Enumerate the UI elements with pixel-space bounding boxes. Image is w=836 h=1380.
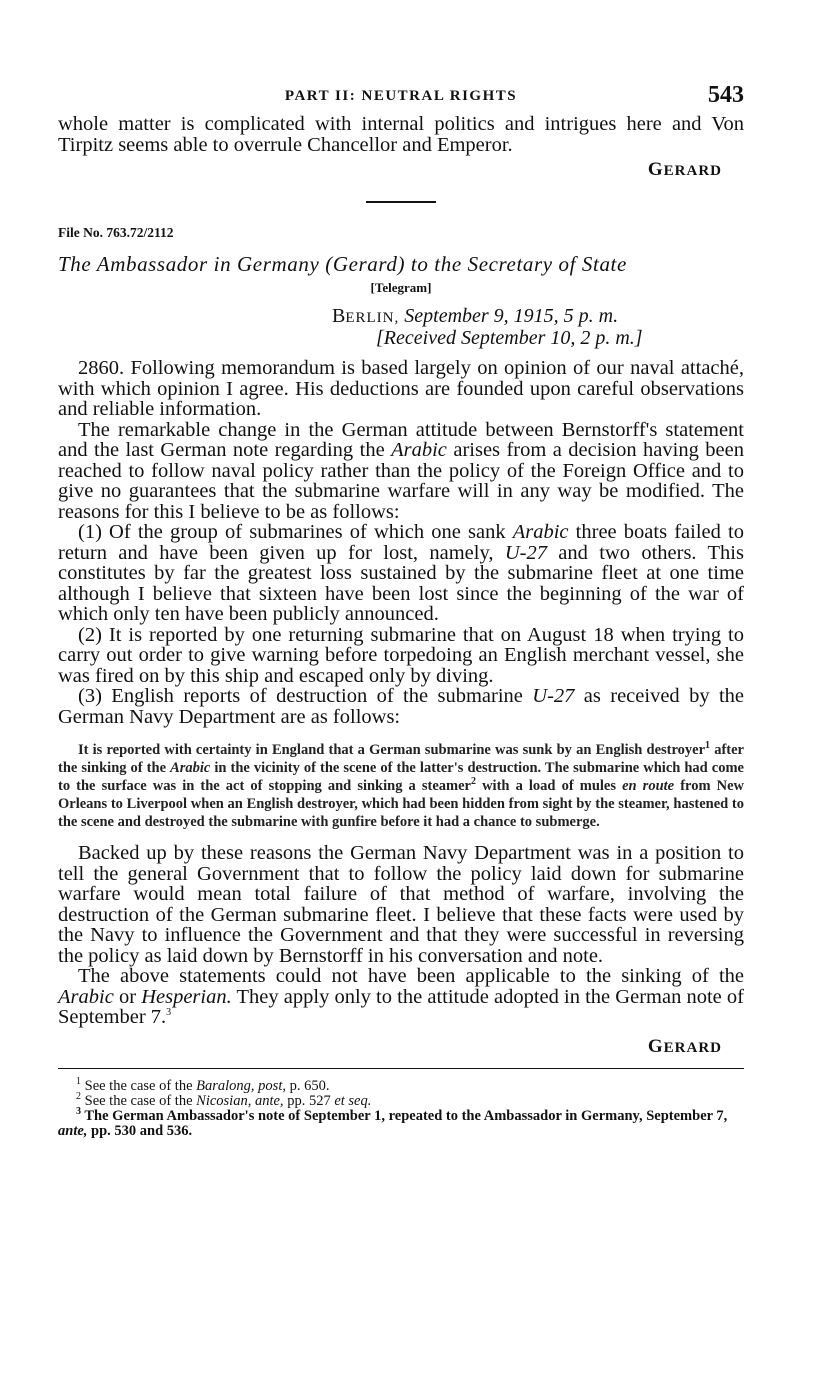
- quote-text-d: in the vicinity of the scene of the latter's destruction. The submarine which had come to the surface was in the act of stopping and sinking a steamer: [58, 760, 744, 794]
- footnote-1: [58, 1075, 744, 1094]
- document-page: [58, 80, 744, 1139]
- footnote-ref-3: 3: [166, 1007, 172, 1019]
- paragraph-2: [58, 420, 744, 523]
- quote-text-g: from New Orleans to Liverpool when an English destroyer, which had been hidden from sight by the steamer, hastened to the scene and destroyed the submarine with gunfire before it had a chance to submerge.: [58, 778, 744, 830]
- quote-ship-name: Arabic: [170, 760, 211, 776]
- p2-text-a: The remarkable change in the German attitude between Bernstorff's statement and the last German note regarding the: [58, 418, 744, 461]
- footnote-2-text-c: pp. 527: [283, 1092, 335, 1109]
- section-divider: [366, 201, 436, 203]
- p7-ship-hesperian: Hesperian.: [141, 985, 232, 1008]
- document-type: [Telegram]: [370, 280, 432, 295]
- footnote-2-text-a: See the case of the: [81, 1092, 197, 1109]
- footnote-1-ref: Baralong, post,: [196, 1077, 286, 1094]
- place-initial: B: [332, 305, 346, 327]
- opening-paragraph: whole matter is complicated with internal politics and intrigues here and Von Tirpitz seems able to overrule Chancellor and Emperor.: [58, 113, 744, 156]
- footnote-2: [58, 1090, 744, 1109]
- file-number: File No. 763.72/2112: [58, 225, 174, 240]
- closing-signature: [58, 1036, 722, 1058]
- paragraph-4: (2) It is reported by one returning submarine that on August 18 when trying to carry out order to give warning before torpedoing an English merchant vessel, she was fired on by this ship and escaped only by diving.: [58, 623, 744, 687]
- closing-signature-initial: G: [647, 1035, 664, 1057]
- p3-text-c: three boats failed to return and have been given up for lost, namely,: [58, 521, 744, 564]
- paragraph-5: [58, 686, 744, 727]
- paragraph-1: 2860. Following memorandum is based largely on opinion of our naval attaché, with which opinion I agree. His deductions are founded upon careful observations and reliable information.: [58, 357, 744, 420]
- footnote-1-text-a: See the case of the: [81, 1077, 197, 1094]
- footnote-3-ref: ante,: [58, 1122, 88, 1139]
- p3-text-a: (1) Of the group of submarines of which one sank: [78, 521, 513, 543]
- opening-signature-rest: ERARD: [663, 163, 722, 179]
- footnote-2-et-seq: et seq.: [334, 1092, 372, 1109]
- footnote-ref-2: 2: [471, 776, 476, 788]
- running-head: [58, 80, 744, 114]
- page-number: 543: [708, 82, 744, 108]
- quote-text-e: with a load of mules: [476, 778, 623, 794]
- quote-text-a: It is reported with certainty in England that a German submarine was sunk by an English destroyer: [78, 742, 706, 758]
- running-head-title: PART II: NEUTRAL RIGHTS: [284, 88, 518, 104]
- p3-ship-name: Arabic: [512, 521, 569, 543]
- opening-signature-initial: G: [647, 159, 664, 180]
- p3-text-e: and two others. This constitutes by far the greatest loss sustained by the submarine fleet at one time although I believe that sixteen have been lost since the beginning of the war of which only ten have been publicly announced.: [58, 541, 744, 625]
- heading-part-2: ) to the Secretary of State: [397, 252, 627, 276]
- footnote-2-ref: Nicosian, ante,: [196, 1092, 284, 1109]
- p7-ship-arabic: Arabic: [58, 985, 114, 1008]
- p5-text-c: as received by the German Navy Department are as follows:: [58, 685, 744, 728]
- footnote-1-number: 1: [76, 1075, 81, 1087]
- document-heading: [58, 252, 744, 276]
- p5-submarine: U-27: [532, 685, 575, 707]
- p7-text-e: They apply only to the attitude adopted in the German note of September 7.: [58, 985, 745, 1028]
- quote-text-b: after the sinking of the: [58, 742, 744, 776]
- footnote-3-text-c: pp. 530 and 536.: [87, 1122, 193, 1139]
- heading-part-1: The Ambassador in Germany (: [58, 252, 333, 276]
- heading-name: Gerard: [332, 252, 398, 276]
- p3-submarine: U-27: [504, 541, 547, 564]
- footnote-rule: [58, 1068, 744, 1069]
- footnote-3-text-a: The German Ambassador's note of September 1, repeated to the Ambassador in Germany, September 7,: [81, 1107, 728, 1124]
- quoted-report: [58, 741, 744, 831]
- dateline-received: [Received September 10, 2 p. m.]: [376, 327, 643, 349]
- footnote-ref-1: 1: [705, 740, 711, 752]
- date-sent: September 9, 1915, 5 p. m.: [404, 305, 619, 327]
- opening-signature: [58, 159, 722, 181]
- paragraph-6: Backed up by these reasons the German Navy Department was in a position to tell the general Government that to follow the policy laid down for submarine warfare would mean total failure of that method of warfare, involving the destruction of the German submarine fleet. I believe that these facts were used by the Navy to influence the Government and that they were successful in reversing the policy as laid down by Bernstorff in his conversation and note.: [58, 842, 744, 967]
- p5-text-a: (3) English reports of destruction of the submarine: [78, 685, 533, 707]
- footnotes: [58, 1075, 744, 1139]
- footnote-2-number: 2: [76, 1090, 81, 1102]
- paragraph-7: [58, 966, 744, 1028]
- p7-text-c: or: [113, 985, 142, 1008]
- footnote-3-number: 3: [76, 1105, 81, 1117]
- paragraph-3: [58, 522, 744, 625]
- footnote-1-text-c: p. 650.: [285, 1077, 330, 1094]
- p7-text-a: The above statements could not have been applicable to the sinking of the: [78, 965, 744, 987]
- dateline-sent: [332, 306, 744, 328]
- quote-en-route: en route: [622, 778, 675, 794]
- closing-signature-rest: ERARD: [663, 1039, 722, 1056]
- p2-ship-name: Arabic: [391, 439, 447, 461]
- p2-text-c: arises from a decision having been reached to follow naval policy rather than the policy of the Foreign Office and to give no guarantees that the submarine warfare will in any way be modified. The reasons for this I believe to be as follows:: [58, 439, 744, 523]
- footnote-3: [58, 1105, 744, 1139]
- place-rest: ERLIN,: [345, 310, 400, 326]
